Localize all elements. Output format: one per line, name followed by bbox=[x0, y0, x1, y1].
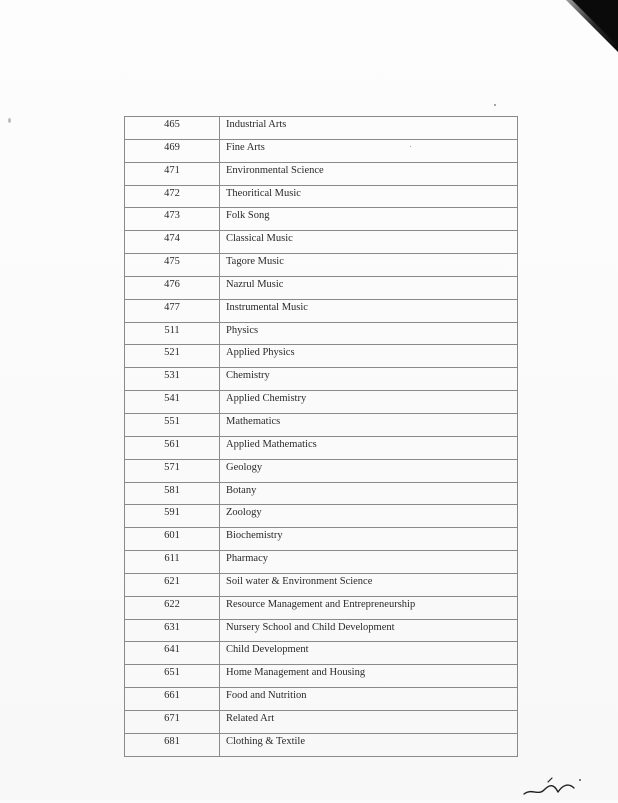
course-name-cell: Resource Management and Entrepreneurship bbox=[220, 596, 518, 619]
table-row bbox=[125, 642, 518, 665]
course-name-cell: Zoology bbox=[220, 505, 518, 528]
course-name-cell: Biochemistry bbox=[220, 528, 518, 551]
course-code-cell: 601 bbox=[125, 528, 220, 551]
course-code-cell: 471 bbox=[125, 162, 220, 185]
course-name-cell: Fine Arts bbox=[220, 139, 518, 162]
scan-speck bbox=[494, 104, 496, 106]
course-code-cell: 551 bbox=[125, 413, 220, 436]
course-name-cell: Soil water & Environment Science bbox=[220, 573, 518, 596]
course-name-cell: Theoritical Music bbox=[220, 185, 518, 208]
course-code-cell: 474 bbox=[125, 231, 220, 254]
course-code-cell: 591 bbox=[125, 505, 220, 528]
course-code-cell: 511 bbox=[125, 322, 220, 345]
course-code-cell: 561 bbox=[125, 436, 220, 459]
course-name-cell: Applied Chemistry bbox=[220, 391, 518, 414]
course-name-cell: Chemistry bbox=[220, 368, 518, 391]
course-code-cell: 581 bbox=[125, 482, 220, 505]
course-name-cell: Home Management and Housing bbox=[220, 665, 518, 688]
course-code-cell: 671 bbox=[125, 710, 220, 733]
course-name-cell: Nursery School and Child Development bbox=[220, 619, 518, 642]
course-code-cell: 681 bbox=[125, 733, 220, 756]
course-name-cell: Industrial Arts bbox=[220, 117, 518, 140]
course-name-cell: Geology bbox=[220, 459, 518, 482]
table-row bbox=[125, 505, 518, 528]
course-code-cell: 622 bbox=[125, 596, 220, 619]
course-code-cell: 641 bbox=[125, 642, 220, 665]
course-name-cell: Tagore Music bbox=[220, 254, 518, 277]
table-row bbox=[125, 276, 518, 299]
table-row bbox=[125, 162, 518, 185]
course-code-cell: 465 bbox=[125, 117, 220, 140]
course-code-cell: 521 bbox=[125, 345, 220, 368]
table-row bbox=[125, 139, 518, 162]
course-name-cell: Pharmacy bbox=[220, 551, 518, 574]
signature-mark bbox=[518, 774, 588, 798]
table-row bbox=[125, 733, 518, 756]
course-code-cell: 473 bbox=[125, 208, 220, 231]
course-name-cell: Related Art bbox=[220, 710, 518, 733]
table-row bbox=[125, 322, 518, 345]
course-code-cell: 475 bbox=[125, 254, 220, 277]
table-row bbox=[125, 665, 518, 688]
course-name-cell: Folk Song bbox=[220, 208, 518, 231]
course-name-cell: Nazrul Music bbox=[220, 276, 518, 299]
table-row bbox=[125, 185, 518, 208]
table-row bbox=[125, 413, 518, 436]
course-code-cell: 469 bbox=[125, 139, 220, 162]
course-name-cell: Child Development bbox=[220, 642, 518, 665]
course-name-cell: Mathematics bbox=[220, 413, 518, 436]
course-code-table bbox=[124, 116, 518, 757]
table-row bbox=[125, 551, 518, 574]
table-row bbox=[125, 573, 518, 596]
table-row bbox=[125, 482, 518, 505]
table-row bbox=[125, 619, 518, 642]
course-name-cell: Applied Physics bbox=[220, 345, 518, 368]
table-row bbox=[125, 596, 518, 619]
table-row bbox=[125, 345, 518, 368]
course-code-cell: 472 bbox=[125, 185, 220, 208]
course-name-cell: Applied Mathematics bbox=[220, 436, 518, 459]
course-code-cell: 531 bbox=[125, 368, 220, 391]
course-name-cell: Classical Music bbox=[220, 231, 518, 254]
table-row bbox=[125, 231, 518, 254]
table-row bbox=[125, 436, 518, 459]
scan-speck bbox=[8, 118, 11, 123]
course-code-cell: 571 bbox=[125, 459, 220, 482]
course-code-cell: 631 bbox=[125, 619, 220, 642]
table-row bbox=[125, 117, 518, 140]
course-code-cell: 611 bbox=[125, 551, 220, 574]
folded-corner-shadow bbox=[528, 0, 618, 90]
course-name-cell: Food and Nutrition bbox=[220, 688, 518, 711]
table-row bbox=[125, 459, 518, 482]
course-name-cell: Physics bbox=[220, 322, 518, 345]
table-row bbox=[125, 391, 518, 414]
course-code-cell: 621 bbox=[125, 573, 220, 596]
table-row bbox=[125, 710, 518, 733]
table-row bbox=[125, 688, 518, 711]
course-name-cell: Clothing & Textile bbox=[220, 733, 518, 756]
course-code-cell: 541 bbox=[125, 391, 220, 414]
table-row bbox=[125, 299, 518, 322]
course-name-cell: Environmental Science bbox=[220, 162, 518, 185]
course-code-cell: 651 bbox=[125, 665, 220, 688]
table-row bbox=[125, 528, 518, 551]
course-table-body bbox=[125, 117, 518, 757]
course-code-cell: 477 bbox=[125, 299, 220, 322]
table-row bbox=[125, 208, 518, 231]
table-row bbox=[125, 368, 518, 391]
course-name-cell: Instrumental Music bbox=[220, 299, 518, 322]
table-row bbox=[125, 254, 518, 277]
course-name-cell: Botany bbox=[220, 482, 518, 505]
course-code-cell: 661 bbox=[125, 688, 220, 711]
course-code-cell: 476 bbox=[125, 276, 220, 299]
